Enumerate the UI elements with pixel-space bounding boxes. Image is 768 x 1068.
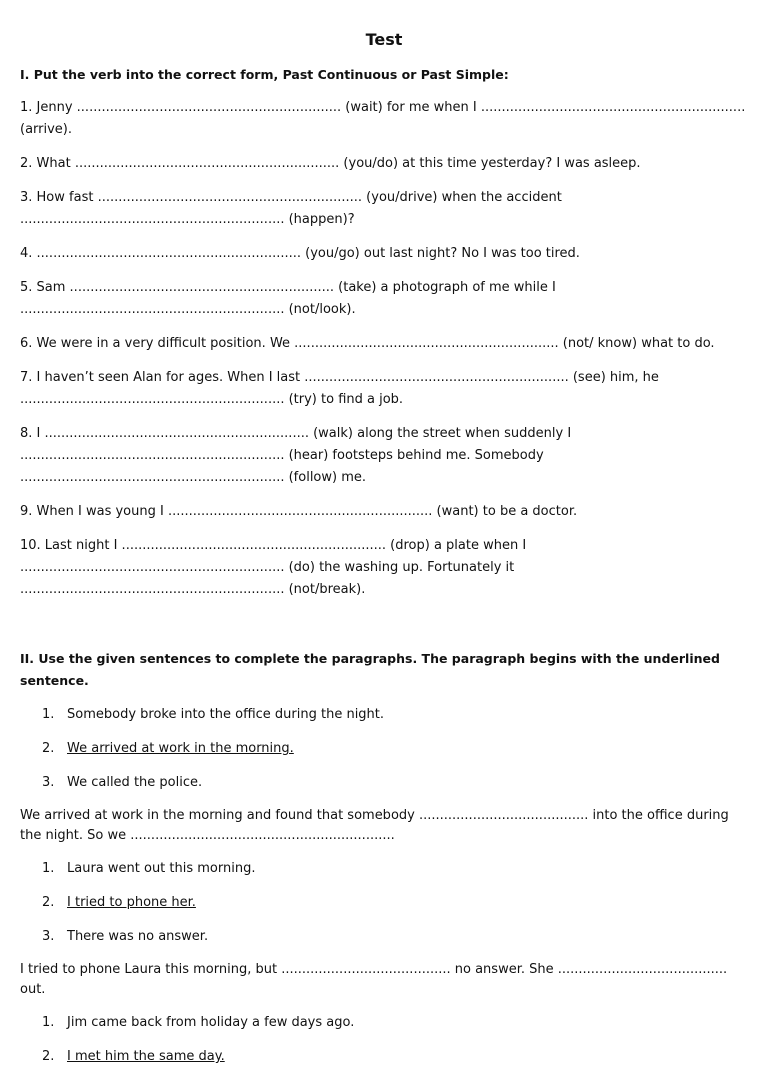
section-2-heading: II. Use the given sentences to complete the paragraphs. The paragraph begins with the underlined sentence. <box>20 651 720 688</box>
list-item: 1. Somebody broke into the office during the night. <box>42 707 385 722</box>
question-8: 8. I ................................................................ (walk) along the street when suddenly I ................................................................ (hear) footsteps behind me. Somebody ................................................................ (follow) me. <box>20 426 572 485</box>
paragraph-2: I tried to phone Laura this morning, but ......................................... no answer. She ......................................... out. <box>20 962 728 997</box>
question-10: 10. Last night I ................................................................ (drop) a plate when I ................................................................ (do) the washing up. Fortunately it ................................................................ (not/break). <box>20 538 527 597</box>
question-6: 6. We were in a very difficult position. We ................................................................ (not/ know) what to do. <box>20 336 715 351</box>
list-item: 3. We called the police. <box>42 775 203 790</box>
sentence-list-1 <box>20 704 748 794</box>
question-4: 4. ................................................................ (you/go) out last night? No I was too tired. <box>20 246 580 261</box>
section-1-heading: I. Put the verb into the correct form, Past Continuous or Past Simple: <box>20 67 509 82</box>
question-5: 5. Sam ................................................................ (take) a photograph of me while I ................................................................ (not/look). <box>20 280 556 317</box>
question-2: 2. What ................................................................ (you/do) at this time yesterday? I was asleep. <box>20 156 641 171</box>
list-item: 1. Jim came back from holiday a few days ago. <box>42 1015 355 1030</box>
paragraph-1: We arrived at work in the morning and found that somebody ......................................... into the office during the night. So we ................................................................ <box>20 808 729 843</box>
list-item: 2. I tried to phone her. <box>42 895 196 910</box>
sentence-list-3 <box>20 1012 748 1068</box>
question-1: 1. Jenny ................................................................ (wait) for me when I ................................................................ (arrive). <box>20 100 746 137</box>
question-9: 9. When I was young I ................................................................ (want) to be a doctor. <box>20 504 578 519</box>
question-3: 3. How fast ................................................................ (you/drive) when the accident ................................................................ (happen)? <box>20 190 562 227</box>
page-title: Test <box>365 30 403 49</box>
question-7: 7. I haven’t seen Alan for ages. When I last ................................................................ (see) him, he ................................................................ (try) to find a job. <box>20 370 659 407</box>
list-item: 2. We arrived at work in the morning. <box>42 741 294 756</box>
sentence-list-2 <box>20 858 748 948</box>
list-item: 1. Laura went out this morning. <box>42 861 256 876</box>
list-item: 3. There was no answer. <box>42 929 209 944</box>
list-item: 2. I met him the same day. <box>42 1049 225 1064</box>
